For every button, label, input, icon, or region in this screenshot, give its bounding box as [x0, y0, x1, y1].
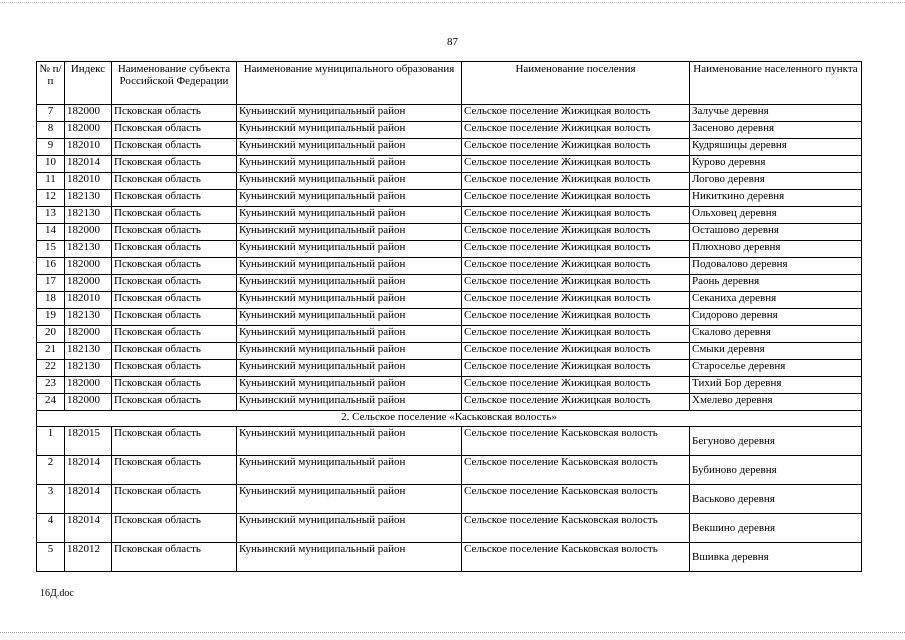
cell-settlement: Сельское поселение Жижицкая волость [462, 207, 690, 224]
cell-locality: Васьково деревня [690, 485, 862, 514]
cell-locality: Осташово деревня [690, 224, 862, 241]
cell-subject: Псковская область [112, 485, 237, 514]
cell-index: 182014 [65, 514, 112, 543]
cell-locality: Вшивка деревня [690, 543, 862, 572]
cell-index: 182000 [65, 394, 112, 411]
footer-filename: 16Д.doc [40, 588, 74, 599]
cell-locality: Староселье деревня [690, 360, 862, 377]
cell-index: 182014 [65, 485, 112, 514]
cell-num: 8 [37, 122, 65, 139]
header-index: Индекс [65, 62, 112, 105]
cell-locality: Ольховец деревня [690, 207, 862, 224]
cell-settlement: Сельское поселение Жижицкая волость [462, 241, 690, 258]
header-num: № п/п [37, 62, 65, 105]
cell-locality: Логово деревня [690, 173, 862, 190]
cell-index: 182130 [65, 207, 112, 224]
cell-municipality: Куньинский муниципальный район [237, 139, 462, 156]
cell-locality: Смыки деревня [690, 343, 862, 360]
cell-settlement: Сельское поселение Жижицкая волость [462, 139, 690, 156]
cell-locality: Подовалово деревня [690, 258, 862, 275]
cell-num: 24 [37, 394, 65, 411]
cell-settlement: Сельское поселение Каськовская волость [462, 427, 690, 456]
cell-locality: Залучье деревня [690, 105, 862, 122]
cell-settlement: Сельское поселение Жижицкая волость [462, 326, 690, 343]
cell-index: 182130 [65, 241, 112, 258]
table-row [37, 275, 862, 292]
cell-settlement: Сельское поселение Каськовская волость [462, 543, 690, 572]
cell-num: 23 [37, 377, 65, 394]
cell-municipality: Куньинский муниципальный район [237, 514, 462, 543]
table-row [37, 360, 862, 377]
table-row [37, 543, 862, 572]
cell-settlement: Сельское поселение Каськовская волость [462, 456, 690, 485]
cell-settlement: Сельское поселение Жижицкая волость [462, 394, 690, 411]
table-row [37, 105, 862, 122]
table-row [37, 377, 862, 394]
cell-municipality: Куньинский муниципальный район [237, 207, 462, 224]
cell-subject: Псковская область [112, 122, 237, 139]
cell-municipality: Куньинский муниципальный район [237, 309, 462, 326]
cell-num: 19 [37, 309, 65, 326]
cell-num: 7 [37, 105, 65, 122]
table-row [37, 456, 862, 485]
cell-index: 182000 [65, 105, 112, 122]
header-subject: Наименование субъекта Российской Федерации [112, 62, 237, 105]
cell-municipality: Куньинский муниципальный район [237, 105, 462, 122]
table-row [37, 156, 862, 173]
cell-settlement: Сельское поселение Жижицкая волость [462, 309, 690, 326]
table-row [37, 173, 862, 190]
cell-settlement: Сельское поселение Жижицкая волость [462, 173, 690, 190]
header-settlement: Наименование поселения [462, 62, 690, 105]
cell-num: 3 [37, 485, 65, 514]
cell-index: 182000 [65, 326, 112, 343]
cell-index: 182000 [65, 224, 112, 241]
cell-num: 1 [37, 427, 65, 456]
cell-index: 182012 [65, 543, 112, 572]
cell-municipality: Куньинский муниципальный район [237, 241, 462, 258]
cell-settlement: Сельское поселение Жижицкая волость [462, 122, 690, 139]
header-municipality: Наименование муниципального образования [237, 62, 462, 105]
cell-subject: Псковская область [112, 139, 237, 156]
cell-index: 182014 [65, 456, 112, 485]
cell-num: 10 [37, 156, 65, 173]
cell-municipality: Куньинский муниципальный район [237, 485, 462, 514]
cell-num: 22 [37, 360, 65, 377]
cell-settlement: Сельское поселение Жижицкая волость [462, 292, 690, 309]
cell-subject: Псковская область [112, 207, 237, 224]
cell-subject: Псковская область [112, 241, 237, 258]
cell-index: 182000 [65, 122, 112, 139]
cell-num: 11 [37, 173, 65, 190]
cell-locality: Засеново деревня [690, 122, 862, 139]
cell-subject: Псковская область [112, 343, 237, 360]
table-row [37, 207, 862, 224]
cell-subject: Псковская область [112, 156, 237, 173]
cell-num: 20 [37, 326, 65, 343]
cell-index: 182000 [65, 275, 112, 292]
cell-settlement: Сельское поселение Жижицкая волость [462, 190, 690, 207]
cell-settlement: Сельское поселение Жижицкая волость [462, 258, 690, 275]
section-title-row [37, 411, 862, 427]
cell-index: 182015 [65, 427, 112, 456]
cell-index: 182010 [65, 173, 112, 190]
cell-municipality: Куньинский муниципальный район [237, 224, 462, 241]
cell-settlement: Сельское поселение Жижицкая волость [462, 343, 690, 360]
page-number: 87 [447, 36, 458, 48]
cell-subject: Псковская область [112, 105, 237, 122]
cell-subject: Псковская область [112, 456, 237, 485]
cell-municipality: Куньинский муниципальный район [237, 360, 462, 377]
table-row [37, 326, 862, 343]
cell-index: 182000 [65, 258, 112, 275]
cell-num: 15 [37, 241, 65, 258]
cell-settlement: Сельское поселение Каськовская волость [462, 514, 690, 543]
table-row [37, 309, 862, 326]
cell-num: 2 [37, 456, 65, 485]
table-row [37, 514, 862, 543]
cell-subject: Псковская область [112, 543, 237, 572]
cell-locality: Плюхново деревня [690, 241, 862, 258]
cell-locality: Бегуново деревня [690, 427, 862, 456]
cell-num: 21 [37, 343, 65, 360]
cell-municipality: Куньинский муниципальный район [237, 275, 462, 292]
cell-subject: Псковская область [112, 190, 237, 207]
table-row [37, 139, 862, 156]
cell-num: 9 [37, 139, 65, 156]
cell-locality: Скалово деревня [690, 326, 862, 343]
cell-num: 4 [37, 514, 65, 543]
cell-num: 18 [37, 292, 65, 309]
cell-subject: Псковская область [112, 224, 237, 241]
table-body [37, 105, 862, 572]
cell-settlement: Сельское поселение Жижицкая волость [462, 224, 690, 241]
cell-locality: Бубиново деревня [690, 456, 862, 485]
table-row [37, 427, 862, 456]
cell-locality: Векшино деревня [690, 514, 862, 543]
cell-municipality: Куньинский муниципальный район [237, 292, 462, 309]
header-locality: Наименование населенного пункта [690, 62, 862, 105]
cell-settlement: Сельское поселение Каськовская волость [462, 485, 690, 514]
cell-subject: Псковская область [112, 377, 237, 394]
table-row [37, 224, 862, 241]
scan-edge-bottom [0, 632, 905, 634]
cell-subject: Псковская область [112, 326, 237, 343]
cell-subject: Псковская область [112, 173, 237, 190]
cell-num: 17 [37, 275, 65, 292]
cell-municipality: Куньинский муниципальный район [237, 173, 462, 190]
table-row [37, 190, 862, 207]
cell-locality: Никиткино деревня [690, 190, 862, 207]
cell-num: 14 [37, 224, 65, 241]
cell-index: 182010 [65, 292, 112, 309]
cell-num: 5 [37, 543, 65, 572]
cell-index: 182130 [65, 309, 112, 326]
table-header-row [37, 62, 862, 105]
cell-index: 182010 [65, 139, 112, 156]
cell-subject: Псковская область [112, 292, 237, 309]
cell-index: 182130 [65, 343, 112, 360]
cell-locality: Курово деревня [690, 156, 862, 173]
settlements-table [36, 61, 862, 572]
cell-locality: Хмелево деревня [690, 394, 862, 411]
table-row [37, 485, 862, 514]
cell-subject: Псковская область [112, 394, 237, 411]
table-row [37, 292, 862, 309]
cell-subject: Псковская область [112, 514, 237, 543]
cell-settlement: Сельское поселение Жижицкая волость [462, 275, 690, 292]
table-row [37, 241, 862, 258]
table-row [37, 394, 862, 411]
table-row [37, 258, 862, 275]
cell-index: 182014 [65, 156, 112, 173]
cell-locality: Тихий Бор деревня [690, 377, 862, 394]
cell-index: 182130 [65, 190, 112, 207]
cell-subject: Псковская область [112, 360, 237, 377]
cell-settlement: Сельское поселение Жижицкая волость [462, 105, 690, 122]
cell-subject: Псковская область [112, 275, 237, 292]
cell-municipality: Куньинский муниципальный район [237, 122, 462, 139]
cell-num: 16 [37, 258, 65, 275]
cell-municipality: Куньинский муниципальный район [237, 190, 462, 207]
cell-municipality: Куньинский муниципальный район [237, 156, 462, 173]
cell-subject: Псковская область [112, 258, 237, 275]
cell-settlement: Сельское поселение Жижицкая волость [462, 156, 690, 173]
cell-index: 182000 [65, 377, 112, 394]
cell-municipality: Куньинский муниципальный район [237, 543, 462, 572]
cell-locality: Раонь деревня [690, 275, 862, 292]
cell-index: 182130 [65, 360, 112, 377]
cell-num: 12 [37, 190, 65, 207]
cell-settlement: Сельское поселение Жижицкая волость [462, 360, 690, 377]
table-row [37, 122, 862, 139]
cell-locality: Секаниха деревня [690, 292, 862, 309]
scan-edge-top [0, 2, 905, 4]
cell-locality: Сидорово деревня [690, 309, 862, 326]
cell-subject: Псковская область [112, 427, 237, 456]
cell-municipality: Куньинский муниципальный район [237, 377, 462, 394]
table-row [37, 343, 862, 360]
cell-municipality: Куньинский муниципальный район [237, 326, 462, 343]
cell-municipality: Куньинский муниципальный район [237, 258, 462, 275]
cell-municipality: Куньинский муниципальный район [237, 456, 462, 485]
cell-settlement: Сельское поселение Жижицкая волость [462, 377, 690, 394]
cell-locality: Кудряшицы деревня [690, 139, 862, 156]
cell-municipality: Куньинский муниципальный район [237, 394, 462, 411]
cell-subject: Псковская область [112, 309, 237, 326]
section-title: 2. Сельское поселение «Каськовская волость» [37, 411, 862, 427]
cell-num: 13 [37, 207, 65, 224]
cell-municipality: Куньинский муниципальный район [237, 343, 462, 360]
cell-municipality: Куньинский муниципальный район [237, 427, 462, 456]
